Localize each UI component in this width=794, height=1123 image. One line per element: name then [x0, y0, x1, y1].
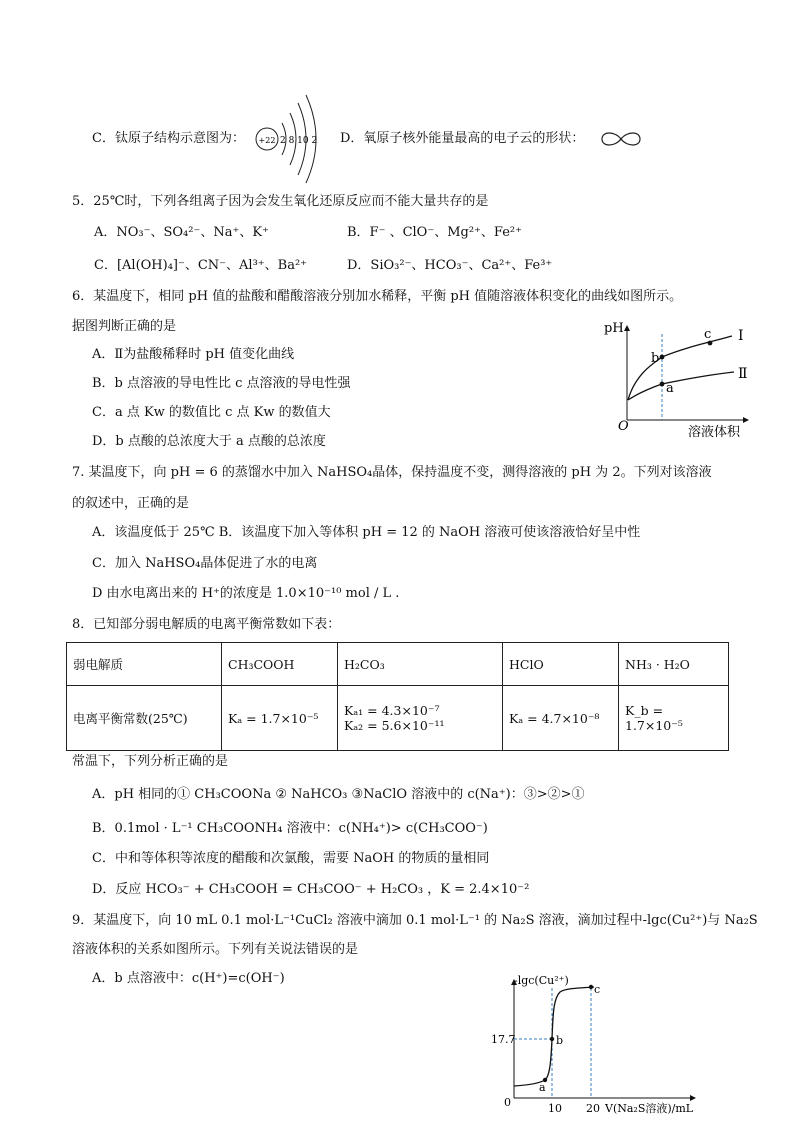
q7-option-c: C．加入 NaHSO₄晶体促进了水的电离 — [92, 556, 318, 571]
q5-option-b: B．F⁻ 、ClO⁻、Mg²⁺、Fe²⁺ — [347, 225, 522, 240]
q6-stem-line2: 据图判断正确的是 — [72, 319, 177, 334]
q5-option-d: D．SiO₃²⁻、HCO₃⁻、Ca²⁺、Fe³⁺ — [347, 258, 553, 273]
q5-stem: 5．25℃时，下列各组离子因为会发生氧化还原反应而不能大量共存的是 — [72, 194, 489, 209]
table-header-cell: CH₃COOH — [222, 643, 338, 686]
table-header-cell: NH₃ · H₂O — [619, 643, 729, 686]
q4-option-d — [340, 130, 584, 148]
q6-point-b: b — [651, 351, 660, 366]
q9-stem-line1: 9．某温度下，向 10 mL 0.1 mol·L⁻¹CuCl₂ 溶液中滴加 0.1 mol·L⁻¹ 的 Na₂S 溶液，滴加过程中-lgc(Cu²⁺)与 Na₂S — [72, 913, 758, 928]
table-cell — [338, 686, 503, 751]
q4-option-c — [92, 130, 245, 148]
q9-stem-line2: 溶液体积的关系如图所示。下列有关说法错误的是 — [72, 942, 359, 957]
q6-option-a: A．Ⅱ为盐酸稀释时 pH 值变化曲线 — [92, 347, 295, 362]
q9-xlabel: V(Na₂S溶液)/mL — [605, 1102, 694, 1115]
q9-option-a: A．b 点溶液中：c(H⁺)=c(OH⁻) — [92, 971, 285, 986]
table-header-cell: H₂CO₃ — [338, 643, 503, 686]
dumbbell-orbital-icon — [600, 131, 642, 147]
q7-stem-line2: 的叙述中，正确的是 — [72, 496, 190, 511]
q9-point-c-marker — [589, 985, 593, 989]
q8-option-b: B．0.1mol · L⁻¹ CH₃COONH₄ 溶液中：c(NH₄⁺)> c(CH₃COO⁻) — [92, 821, 488, 836]
q6-xlabel: 溶液体积 — [688, 425, 741, 440]
q4-option-c-text: C．钛原子结构示意图为： — [92, 131, 245, 146]
q5-option-a: A．NO₃⁻、SO₄²⁻、Na⁺、K⁺ — [94, 225, 269, 240]
q8-option-c: C．中和等体积等浓度的醋酸和次氯酸，需要 NaOH 的物质的量相同 — [92, 851, 490, 866]
q5-option-c: C．[Al(OH)₄]⁻、CN⁻、Al³⁺、Ba²⁺ — [94, 258, 308, 273]
atom-shell-electrons: 2 8 10 2 — [280, 136, 318, 146]
ionization-constant-table — [66, 642, 729, 751]
titanium-atom-diagram — [250, 93, 330, 185]
q9-point-c: c — [594, 983, 601, 996]
q7-stem-line1: 7. 某温度下，向 pH = 6 的蒸馏水中加入 NaHSO₄晶体，保持温度不变，测得溶液的 pH 为 2。下列对该溶液 — [72, 465, 712, 480]
table-row-label: 电离平衡常数(25℃) — [67, 686, 222, 751]
q9-xtick-20: 20 — [586, 1102, 600, 1115]
table-header-cell: HClO — [503, 643, 619, 686]
table-cell: K_b = 1.7×10⁻⁵ — [619, 686, 729, 751]
q9-point-b: b — [556, 1034, 564, 1047]
q6-origin: O — [618, 419, 629, 434]
q8-stem: 8．已知部分弱电解质的电离平衡常数如下表： — [72, 617, 341, 632]
table-cell: Kₐ = 1.7×10⁻⁵ — [222, 686, 338, 751]
q9-curve — [514, 987, 594, 1086]
table-cell-ka1: Kₐ₁ = 4.3×10⁻⁷ — [344, 703, 440, 718]
q7-option-d: D 由水电离出来的 H⁺的浓度是 1.0×10⁻¹⁰ mol / L . — [92, 586, 400, 601]
q6-curve-I-label: I — [738, 328, 744, 344]
table-header-row — [67, 643, 729, 686]
q7-option-ab: A．该温度低于 25℃ B．该温度下加入等体积 pH = 12 的 NaOH 溶液可使该溶液恰好呈中性 — [92, 525, 641, 540]
q6-ph-dilution-figure — [596, 312, 756, 444]
q8-option-a: A．pH 相同的① CH₃COONa ② NaHCO₃ ③NaClO 溶液中的 c(Na⁺)：③>②>① — [92, 787, 585, 802]
q9-titration-figure — [490, 970, 700, 1120]
q6-option-d: D．b 点酸的总浓度大于 a 点酸的总浓度 — [92, 434, 326, 449]
q4-option-d-text: D．氧原子核外能量最高的电子云的形状： — [340, 131, 585, 146]
q8-option-d: D．反应 HCO₃⁻ + CH₃COOH = CH₃COO⁻ + H₂CO₃ ，K = 2.4×10⁻² — [92, 882, 530, 897]
table-row — [67, 686, 729, 751]
q6-curve-I — [628, 336, 732, 400]
q6-point-c: c — [704, 327, 712, 342]
q6-curve-II — [628, 372, 734, 400]
q6-point-a: a — [666, 381, 674, 396]
q9-ylabel: -lgc(Cu²⁺) — [514, 974, 569, 987]
q9-point-b-marker — [550, 1037, 554, 1041]
q8-after-text: 常温下，下列分析正确的是 — [72, 754, 229, 769]
q6-point-b-marker — [660, 355, 665, 360]
table-cell: Kₐ = 4.7×10⁻⁸ — [503, 686, 619, 751]
q6-point-a-marker — [660, 382, 665, 387]
q9-point-a: a — [539, 1081, 546, 1094]
q6-option-c: C．a 点 Kw 的数值比 c 点 Kw 的数值大 — [92, 405, 331, 420]
table-header-cell: 弱电解质 — [67, 643, 222, 686]
q9-xtick-10: 10 — [548, 1102, 562, 1115]
atom-nucleus-label: +22 — [258, 136, 276, 145]
table-cell-ka2: Kₐ₂ = 5.6×10⁻¹¹ — [344, 718, 445, 733]
q6-option-b: B．b 点溶液的导电性比 c 点溶液的导电性强 — [92, 376, 351, 391]
q9-origin: 0 — [504, 1096, 511, 1109]
q6-curve-II-label: Ⅱ — [738, 366, 748, 382]
q6-stem-line1: 6．某温度下，相同 pH 值的盐酸和醋酸溶液分别加水稀释，平衡 pH 值随溶液体积变化的曲线如图所示。 — [72, 289, 683, 304]
q6-ylabel: pH — [604, 321, 624, 336]
q9-ytick: 17.7 — [491, 1033, 516, 1046]
